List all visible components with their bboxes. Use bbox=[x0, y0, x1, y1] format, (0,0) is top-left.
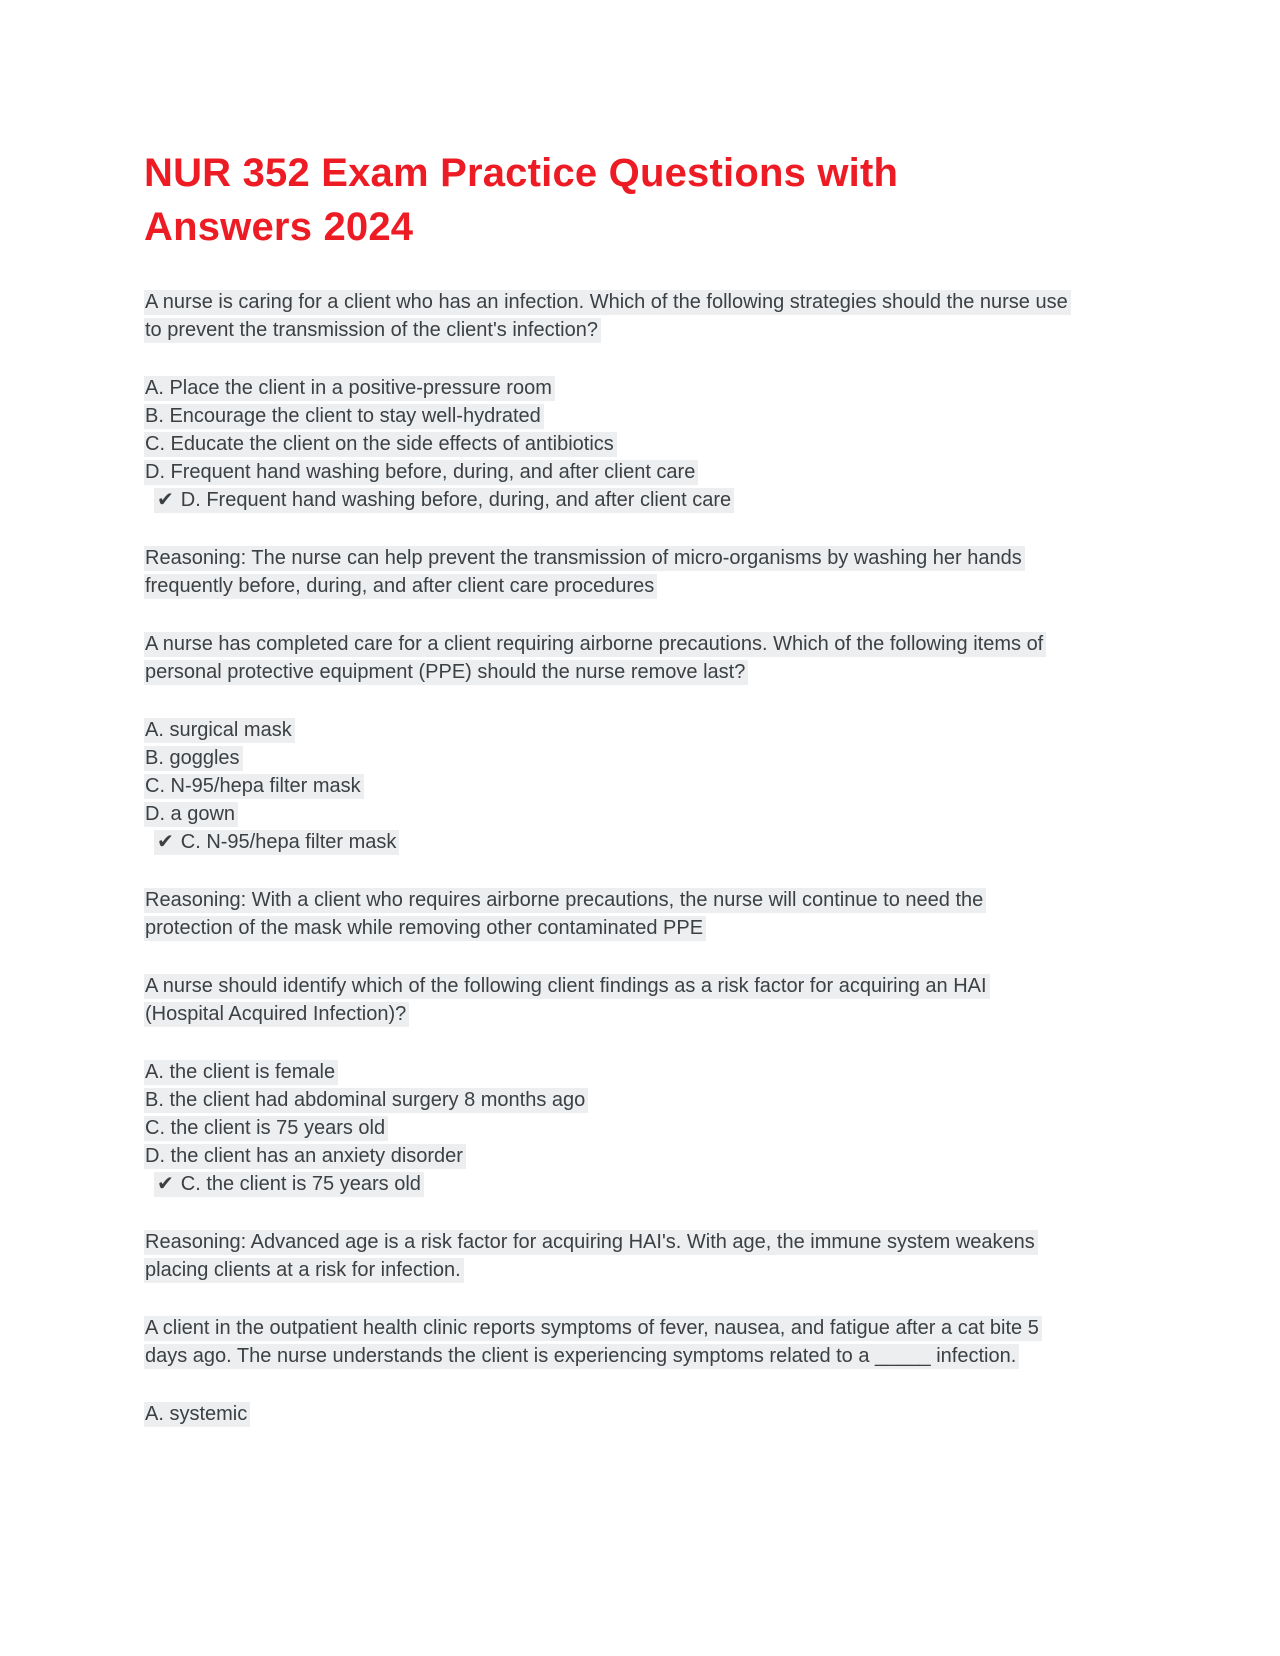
question-paragraph bbox=[144, 972, 1069, 1028]
answer-text: D. Frequent hand washing before, during, and after client care bbox=[180, 489, 732, 511]
option-line: A. systemic bbox=[144, 1400, 1069, 1428]
option-line: A. Place the client in a positive-pressure room bbox=[144, 374, 1069, 402]
options-list bbox=[144, 1400, 1069, 1428]
question-text: A nurse should identify which of the following client findings as a risk factor for acquiring an HAI (Hospital Acquired Infection)? bbox=[144, 974, 990, 1027]
option-line: A. the client is female bbox=[144, 1058, 1069, 1086]
answer-line bbox=[144, 828, 1069, 856]
option-line: B. the client had abdominal surgery 8 months ago bbox=[144, 1086, 1069, 1114]
reasoning-text: Reasoning: The nurse can help prevent the transmission of micro-organisms by washing her hands frequently before, during, and after client care procedures bbox=[144, 546, 1025, 599]
page-title: NUR 352 Exam Practice Questions with Answers 2024 bbox=[144, 151, 899, 249]
reasoning-text: Reasoning: With a client who requires airborne precautions, the nurse will continue to need the protection of the mask while removing other contaminated PPE bbox=[144, 888, 986, 941]
option-line: D. the client has an anxiety disorder bbox=[144, 1142, 1069, 1170]
answer-text: C. the client is 75 years old bbox=[180, 1173, 421, 1195]
question-paragraph bbox=[144, 630, 1069, 686]
reasoning-paragraph bbox=[144, 1228, 1069, 1284]
option-line: D. a gown bbox=[144, 800, 1069, 828]
question-paragraph bbox=[144, 1314, 1069, 1370]
question-paragraph bbox=[144, 288, 1069, 344]
reasoning-paragraph bbox=[144, 544, 1069, 600]
option-line: C. the client is 75 years old bbox=[144, 1114, 1069, 1142]
option-line: B. Encourage the client to stay well-hydrated bbox=[144, 402, 1069, 430]
option-line: C. N-95/hepa filter mask bbox=[144, 772, 1069, 800]
option-line: C. Educate the client on the side effects of antibiotics bbox=[144, 430, 1069, 458]
answer-text: C. N-95/hepa filter mask bbox=[180, 831, 397, 853]
check-icon: ✔ bbox=[157, 831, 174, 853]
option-line: D. Frequent hand washing before, during, and after client care bbox=[144, 458, 1069, 486]
answer-line bbox=[144, 1170, 1069, 1198]
options-list bbox=[144, 374, 1069, 514]
options-list bbox=[144, 716, 1069, 856]
question-text: A client in the outpatient health clinic reports symptoms of fever, nausea, and fatigue after a cat bite 5 days ago. The nurse understands the client is experiencing symptoms related to a _____ infection. bbox=[144, 1316, 1042, 1369]
question-block-2 bbox=[144, 630, 1070, 942]
check-icon: ✔ bbox=[157, 1173, 174, 1195]
question-block-4 bbox=[144, 1314, 1070, 1428]
reasoning-paragraph bbox=[144, 886, 1069, 942]
reasoning-text: Reasoning: Advanced age is a risk factor for acquiring HAI's. With age, the immune system weakens placing clients at a risk for infection. bbox=[144, 1230, 1038, 1283]
question-text: A nurse is caring for a client who has an infection. Which of the following strategies should the nurse use to prevent the transmission of the client's infection? bbox=[144, 290, 1071, 343]
option-line: A. surgical mask bbox=[144, 716, 1069, 744]
question-block-1 bbox=[144, 288, 1070, 600]
question-block-3 bbox=[144, 972, 1070, 1284]
question-text: A nurse has completed care for a client requiring airborne precautions. Which of the following items of personal protective equipment (PPE) should the nurse remove last? bbox=[144, 632, 1046, 685]
check-icon: ✔ bbox=[157, 489, 174, 511]
option-line: B. goggles bbox=[144, 744, 1069, 772]
answer-line bbox=[144, 486, 1069, 514]
options-list bbox=[144, 1058, 1069, 1198]
